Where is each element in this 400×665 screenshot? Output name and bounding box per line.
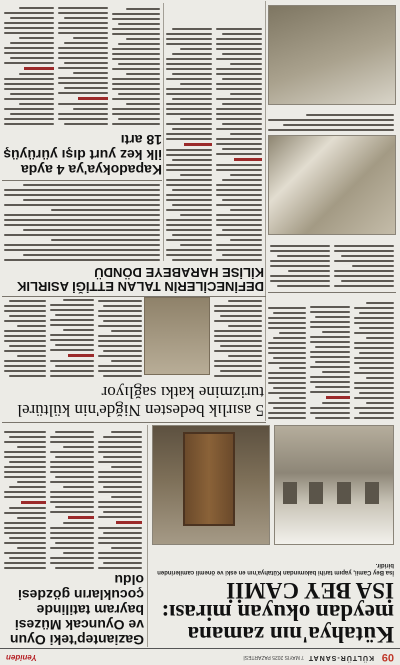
bedesten-interior-photo <box>144 297 210 375</box>
gaziantep-text-column <box>98 425 142 569</box>
kapadokya-text-column <box>112 5 160 125</box>
church-ruin-photo <box>268 5 396 105</box>
nigde-text-column <box>4 297 46 377</box>
bedesten-photo <box>268 135 396 235</box>
church-headline: DEFİNECİLERİN TALAN ETTİĞİ ASIRLIK KİLİSE HARABEYE DÖNDÜ <box>17 265 264 294</box>
main-headline: Kütahya'nın zamana meydan okuyan mirası: İSA BEY CAMİİ <box>161 578 394 647</box>
section-divider <box>2 180 162 181</box>
church-text-column <box>216 5 262 261</box>
main-text-column <box>268 299 306 419</box>
main-text-column <box>354 299 394 419</box>
church-text-column <box>4 181 160 261</box>
gaziantep-headline: Gaziantep'teki Oyun ve Oyuncak Müzesi bayram tatilinde çocukların gözdesi oldu <box>9 572 144 648</box>
main-text-column <box>310 299 350 419</box>
mosque-facade-photo <box>274 425 394 545</box>
gaziantep-text-column <box>50 425 94 569</box>
section-divider <box>2 296 266 297</box>
main-deck: İsa Bey Camii, yapım tarihi bakımından Kütahya'nın en eski ve önemli camilerinden biridir. <box>157 562 394 575</box>
nigde-text-column <box>214 297 262 377</box>
newspaper-logo: Yeniden <box>6 653 37 662</box>
column-divider <box>265 1 266 421</box>
nigde-headline: 5 asırlık bedesten Niğde'nin kültürel turizmine katkı sağlıyor <box>17 383 264 420</box>
main-text-column <box>270 239 330 287</box>
nigde-text-column <box>98 297 142 377</box>
kapadokya-text-column <box>58 5 108 125</box>
photo-caption-text <box>268 109 394 131</box>
mosque-door-photo <box>152 425 270 545</box>
section-divider <box>268 292 396 293</box>
issue-date: 7 MAYIS 2025 PAZARTESİ <box>243 654 304 660</box>
section-name: KÜLTÜR-SANAT <box>307 654 374 661</box>
kapadokya-headline: Kapadokya'ya 4 ayda ilk kez yurt dışı yürüyüş 18 artı <box>3 132 162 178</box>
kapadokya-text-column <box>4 5 54 125</box>
column-divider <box>147 425 148 647</box>
page-header <box>0 648 400 665</box>
column-divider <box>163 3 164 261</box>
page-number: 09 <box>381 651 394 663</box>
section-divider <box>2 422 266 423</box>
nigde-text-column <box>50 297 94 377</box>
church-text-column <box>166 5 212 261</box>
main-text-column <box>334 239 394 287</box>
gaziantep-text-column <box>4 425 46 569</box>
